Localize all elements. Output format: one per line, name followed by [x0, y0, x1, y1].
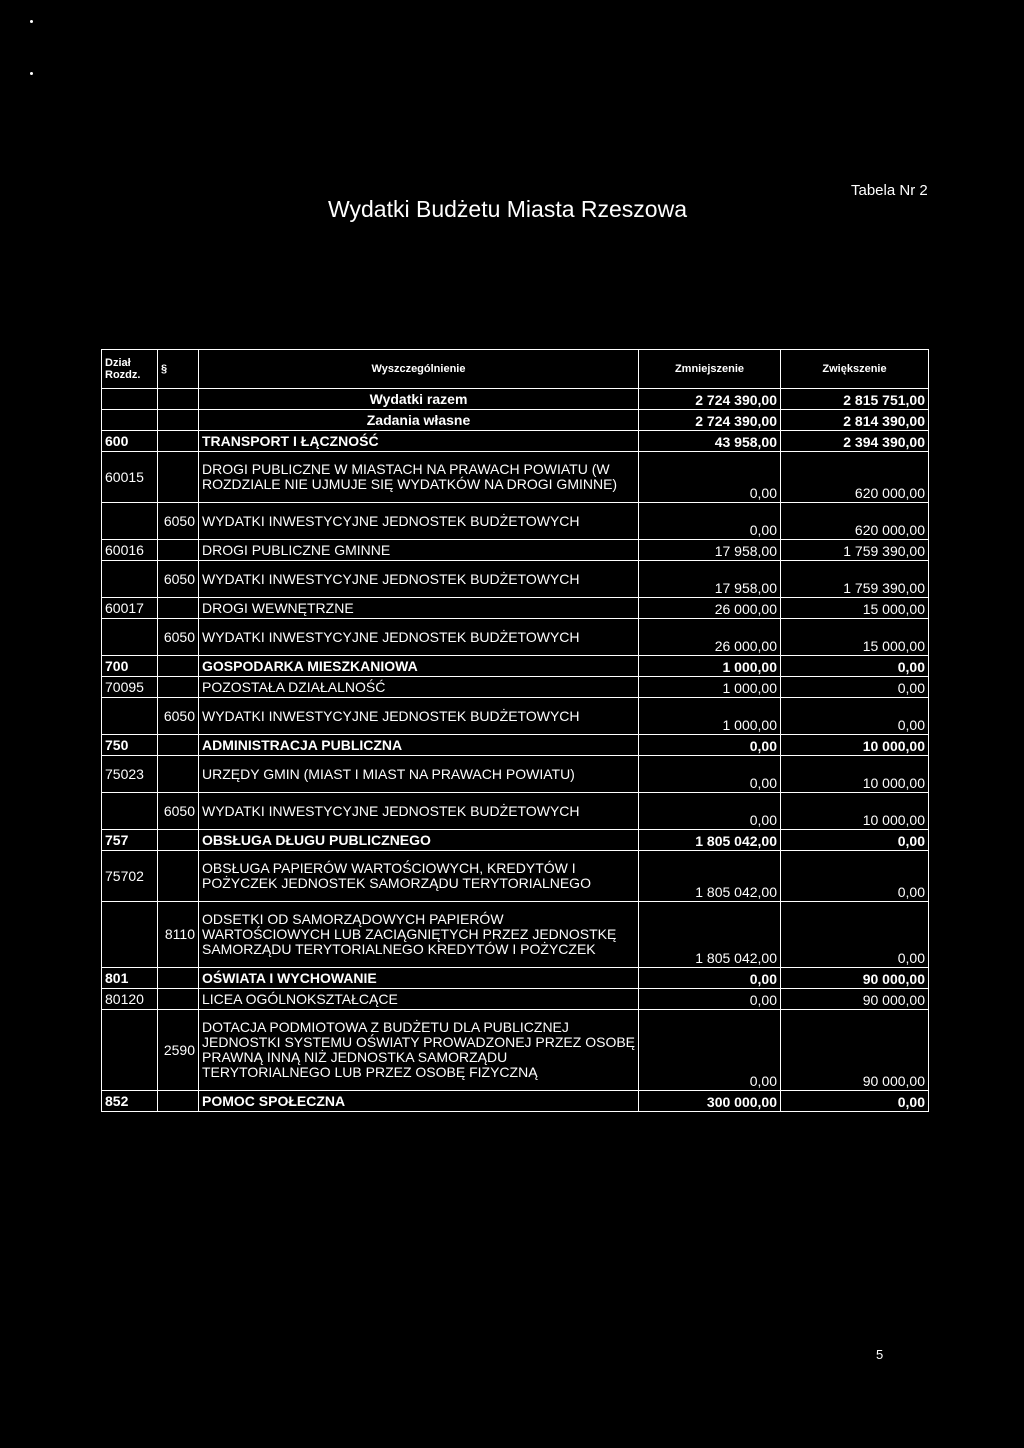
row-code: 80120: [102, 989, 158, 1010]
row-paragraf: 6050: [158, 503, 199, 540]
row-zwiekszenie: 2 394 390,00: [781, 431, 929, 452]
table-row: [102, 902, 929, 968]
table-row: [102, 410, 929, 431]
row-description: TRANSPORT I ŁĄCZNOŚĆ: [199, 431, 639, 452]
row-paragraf: [158, 1091, 199, 1112]
row-description: DROGI WEWNĘTRZNE: [199, 598, 639, 619]
row-description: LICEA OGÓLNOKSZTAŁCĄCE: [199, 989, 639, 1010]
row-description: DOTACJA PODMIOTOWA Z BUDŻETU DLA PUBLICZNEJ JEDNOSTKI SYSTEMU OŚWIATY PROWADZONEJ PRZEZ OSOBĘ PRAWNĄ INNĄ NIŻ JEDNOSTKA SAMORZĄDU TERYTORIALNEGO LUB PRZEZ OSOBĘ FIZYCZNĄ: [199, 1010, 639, 1091]
row-paragraf: [158, 830, 199, 851]
row-zmniejszenie: 0,00: [639, 968, 781, 989]
row-paragraf: [158, 989, 199, 1010]
row-zwiekszenie: 0,00: [781, 851, 929, 902]
row-zwiekszenie: 10 000,00: [781, 756, 929, 793]
row-paragraf: [158, 851, 199, 902]
row-zmniejszenie: 0,00: [639, 989, 781, 1010]
row-zwiekszenie: 0,00: [781, 656, 929, 677]
table-row: [102, 452, 929, 503]
table-row: [102, 431, 929, 452]
row-zmniejszenie: 300 000,00: [639, 1091, 781, 1112]
row-paragraf: [158, 540, 199, 561]
row-zmniejszenie: 26 000,00: [639, 598, 781, 619]
row-code: [102, 902, 158, 968]
table-row: [102, 698, 929, 735]
row-zwiekszenie: 90 000,00: [781, 989, 929, 1010]
row-code: 60016: [102, 540, 158, 561]
row-code: 60017: [102, 598, 158, 619]
row-zwiekszenie: 10 000,00: [781, 793, 929, 830]
row-code: [102, 389, 158, 410]
row-description: WYDATKI INWESTYCYJNE JEDNOSTEK BUDŻETOWYCH: [199, 503, 639, 540]
row-paragraf: 6050: [158, 698, 199, 735]
row-paragraf: 8110: [158, 902, 199, 968]
row-zmniejszenie: 43 958,00: [639, 431, 781, 452]
row-zmniejszenie: 2 724 390,00: [639, 410, 781, 431]
table-row: [102, 1010, 929, 1091]
row-zmniejszenie: 0,00: [639, 503, 781, 540]
row-zmniejszenie: 1 000,00: [639, 677, 781, 698]
row-zwiekszenie: 620 000,00: [781, 503, 929, 540]
header-zmniejszenie: Zmniejszenie: [639, 350, 781, 389]
table-row: [102, 540, 929, 561]
row-description: WYDATKI INWESTYCYJNE JEDNOSTEK BUDŻETOWYCH: [199, 793, 639, 830]
table-row: [102, 830, 929, 851]
row-paragraf: [158, 677, 199, 698]
row-paragraf: [158, 410, 199, 431]
header-zwiekszenie: Zwiększenie: [781, 350, 929, 389]
row-zmniejszenie: 0,00: [639, 452, 781, 503]
row-zwiekszenie: 10 000,00: [781, 735, 929, 756]
row-description: ADMINISTRACJA PUBLICZNA: [199, 735, 639, 756]
row-zmniejszenie: 1 805 042,00: [639, 902, 781, 968]
row-code: 801: [102, 968, 158, 989]
table-row: [102, 735, 929, 756]
row-description: Zadania własne: [199, 410, 639, 431]
row-zmniejszenie: 0,00: [639, 735, 781, 756]
row-zmniejszenie: 1 805 042,00: [639, 830, 781, 851]
row-zwiekszenie: 90 000,00: [781, 1010, 929, 1091]
row-code: 75702: [102, 851, 158, 902]
table-row: [102, 793, 929, 830]
row-code: [102, 561, 158, 598]
row-zmniejszenie: 0,00: [639, 793, 781, 830]
row-description: OŚWIATA I WYCHOWANIE: [199, 968, 639, 989]
row-zmniejszenie: 0,00: [639, 1010, 781, 1091]
row-zwiekszenie: 1 759 390,00: [781, 561, 929, 598]
table-row: [102, 598, 929, 619]
row-zmniejszenie: 17 958,00: [639, 561, 781, 598]
table-row: [102, 989, 929, 1010]
row-code: [102, 503, 158, 540]
table-row: [102, 968, 929, 989]
row-code: [102, 619, 158, 656]
row-code: 60015: [102, 452, 158, 503]
row-description: OBSŁUGA PAPIERÓW WARTOŚCIOWYCH, KREDYTÓW I POŻYCZEK JEDNOSTEK SAMORZĄDU TERYTORIALNEGO: [199, 851, 639, 902]
row-zwiekszenie: 2 815 751,00: [781, 389, 929, 410]
row-description: DROGI PUBLICZNE W MIASTACH NA PRAWACH POWIATU (W ROZDZIALE NIE UJMUJE SIĘ WYDATKÓW NA DROGI GMINNE): [199, 452, 639, 503]
row-description: OBSŁUGA DŁUGU PUBLICZNEGO: [199, 830, 639, 851]
table-row: [102, 851, 929, 902]
row-code: 852: [102, 1091, 158, 1112]
row-zwiekszenie: 620 000,00: [781, 452, 929, 503]
row-code: 757: [102, 830, 158, 851]
row-paragraf: [158, 756, 199, 793]
row-paragraf: [158, 735, 199, 756]
row-zmniejszenie: 1 000,00: [639, 656, 781, 677]
row-paragraf: [158, 598, 199, 619]
row-description: WYDATKI INWESTYCYJNE JEDNOSTEK BUDŻETOWYCH: [199, 561, 639, 598]
row-zwiekszenie: 1 759 390,00: [781, 540, 929, 561]
table-row: [102, 677, 929, 698]
row-paragraf: [158, 431, 199, 452]
row-code: 70095: [102, 677, 158, 698]
row-paragraf: [158, 968, 199, 989]
row-zwiekszenie: 0,00: [781, 902, 929, 968]
row-description: POZOSTAŁA DZIAŁALNOŚĆ: [199, 677, 639, 698]
row-zwiekszenie: 0,00: [781, 830, 929, 851]
header-wyszczegolnienie: Wyszczególnienie: [199, 350, 639, 389]
row-zwiekszenie: 90 000,00: [781, 968, 929, 989]
row-zmniejszenie: 2 724 390,00: [639, 389, 781, 410]
row-paragraf: [158, 656, 199, 677]
table-row: [102, 503, 929, 540]
row-paragraf: [158, 452, 199, 503]
row-description: DROGI PUBLICZNE GMINNE: [199, 540, 639, 561]
row-paragraf: 6050: [158, 619, 199, 656]
row-code: [102, 698, 158, 735]
table-row: [102, 656, 929, 677]
row-description: Wydatki razem: [199, 389, 639, 410]
row-description: POMOC SPOŁECZNA: [199, 1091, 639, 1112]
table-label: Tabela Nr 2: [851, 182, 928, 199]
row-code: 600: [102, 431, 158, 452]
row-description: GOSPODARKA MIESZKANIOWA: [199, 656, 639, 677]
scan-speck: [30, 20, 33, 23]
row-zwiekszenie: 0,00: [781, 677, 929, 698]
row-zmniejszenie: 26 000,00: [639, 619, 781, 656]
header-paragraf: §: [158, 350, 199, 389]
row-paragraf: 2590: [158, 1010, 199, 1091]
row-code: [102, 410, 158, 431]
row-paragraf: 6050: [158, 793, 199, 830]
table-row: [102, 1091, 929, 1112]
page-title: Wydatki Budżetu Miasta Rzeszowa: [328, 196, 687, 222]
row-description: URZĘDY GMIN (MIAST I MIAST NA PRAWACH POWIATU): [199, 756, 639, 793]
row-zmniejszenie: 0,00: [639, 756, 781, 793]
table-row: [102, 389, 929, 410]
row-description: WYDATKI INWESTYCYJNE JEDNOSTEK BUDŻETOWYCH: [199, 698, 639, 735]
table-row: [102, 561, 929, 598]
table-row: [102, 756, 929, 793]
row-code: 750: [102, 735, 158, 756]
row-zwiekszenie: 15 000,00: [781, 598, 929, 619]
table-row: [102, 619, 929, 656]
row-zwiekszenie: 0,00: [781, 698, 929, 735]
row-code: 700: [102, 656, 158, 677]
row-zwiekszenie: 0,00: [781, 1091, 929, 1112]
row-zwiekszenie: 15 000,00: [781, 619, 929, 656]
page-number: 5: [876, 1347, 884, 1362]
header-dzial: Dział Rozdz.: [102, 350, 158, 389]
row-zmniejszenie: 1 000,00: [639, 698, 781, 735]
row-description: WYDATKI INWESTYCYJNE JEDNOSTEK BUDŻETOWYCH: [199, 619, 639, 656]
row-zmniejszenie: 1 805 042,00: [639, 851, 781, 902]
row-code: [102, 793, 158, 830]
row-zmniejszenie: 17 958,00: [639, 540, 781, 561]
row-paragraf: 6050: [158, 561, 199, 598]
budget-table: [101, 349, 929, 1112]
row-description: ODSETKI OD SAMORZĄDOWYCH PAPIERÓW WARTOŚCIOWYCH LUB ZACIĄGNIĘTYCH PRZEZ JEDNOSTKĘ SAMORZĄDU TERYTORIALNEGO KREDYTÓW I POŻYCZEK: [199, 902, 639, 968]
row-paragraf: [158, 389, 199, 410]
row-zwiekszenie: 2 814 390,00: [781, 410, 929, 431]
scan-speck: [30, 72, 33, 75]
row-code: 75023: [102, 756, 158, 793]
row-code: [102, 1010, 158, 1091]
